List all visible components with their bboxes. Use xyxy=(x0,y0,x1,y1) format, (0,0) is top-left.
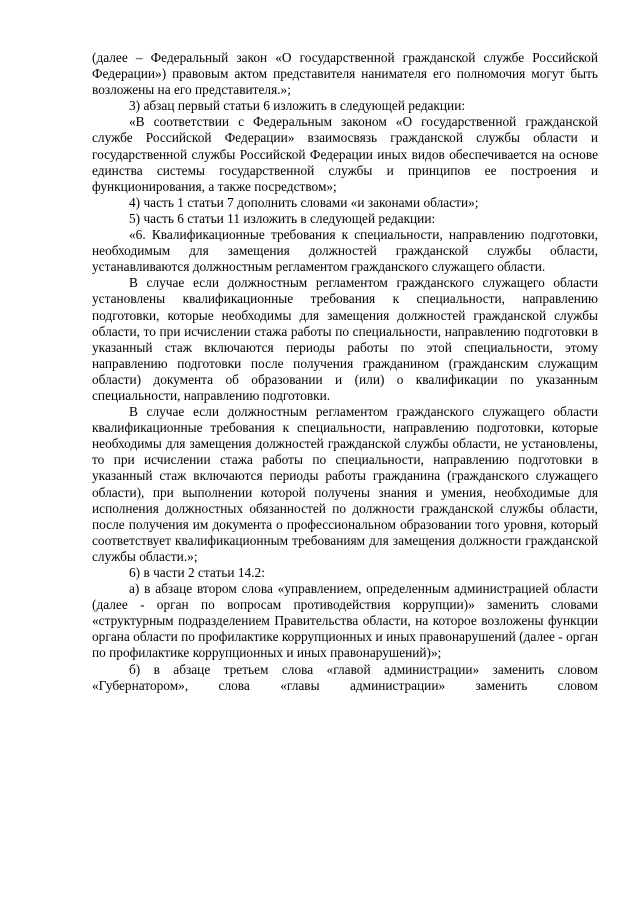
paragraph-quote-part-6: «6. Квалификационные требования к специальности, направлению подготовки, необходимым для замещения должностей гражданской службы области, устанавливаются должностным регламентом гражданского служащего области. xyxy=(92,227,598,275)
paragraph-subitem-a: а) в абзаце втором слова «управлением, определенным администрацией области (далее - орган по вопросам противодействия коррупции)» заменить словами «структурным подразделением Правительства области, на которое возложены функции органа области по профилактике коррупционных и иных правонарушений (далее - орган по профилактике коррупционных и иных правонарушений)»; xyxy=(92,581,598,661)
paragraph-subitem-b: б) в абзаце третьем слова «главой администрации» заменить словом «Губернатором», слова «главы администрации» заменить словом xyxy=(92,661,598,693)
paragraph-item-6: 6) в части 2 статьи 14.2: xyxy=(129,565,265,580)
paragraph-continuation: (далее – Федеральный закон «О государственной гражданской службе Российской Федерации») правовым актом представителя нанимателя его полномочия могут быть возложены на его представителя.»; xyxy=(92,50,598,98)
document-page xyxy=(92,50,598,694)
paragraph-quote-article-6: «В соответствии с Федеральным законом «О государственной гражданской службе Российской Федерации» взаимосвязь гражданской службы области и государственной службы Российской Федерации иных видов обеспечивается на основе единства системы государственной службы и принципов ее построения и функционирования, а также посредством»; xyxy=(92,114,598,194)
paragraph-case-established: В случае если должностным регламентом гражданского служащего области установлены квалификационные требования к специальности, направлению подготовки, которые необходимы для замещения должностей гражданской службы области, то при исчислении стажа работы по специальности, направлению подготовки в указанный стаж включаются периоды работы по этой специальности, этому направлению подготовки после получения гражданином (гражданским служащим области) документа об образовании и (или) о квалификации по указанным специальности, направлению подготовки. xyxy=(92,275,598,403)
paragraph-item-4: 4) часть 1 статьи 7 дополнить словами «и законами области»; xyxy=(129,194,479,210)
paragraph-case-not-established: В случае если должностным регламентом гражданского служащего области квалификационные требования к специальности, направлению подготовки, которые необходимы для замещения должностей гражданской службы области, не установлены, то при исчислении стажа работы по специальности, направлению подготовки в указанный стаж включаются периоды работы гражданина (гражданского служащего области), при выполнении которой получены знания и умения, необходимые для исполнения должностных обязанностей по должности гражданской службы области, после получения им документа о профессиональном образовании того уровня, который соответствует квалификационным требованиям для замещения должности гражданской службы области.»; xyxy=(92,404,598,564)
paragraph-item-3: 3) абзац первый статьи 6 изложить в следующей редакции: xyxy=(129,98,466,114)
paragraph-item-5: 5) часть 6 статьи 11 изложить в следующей редакции: xyxy=(129,210,436,226)
